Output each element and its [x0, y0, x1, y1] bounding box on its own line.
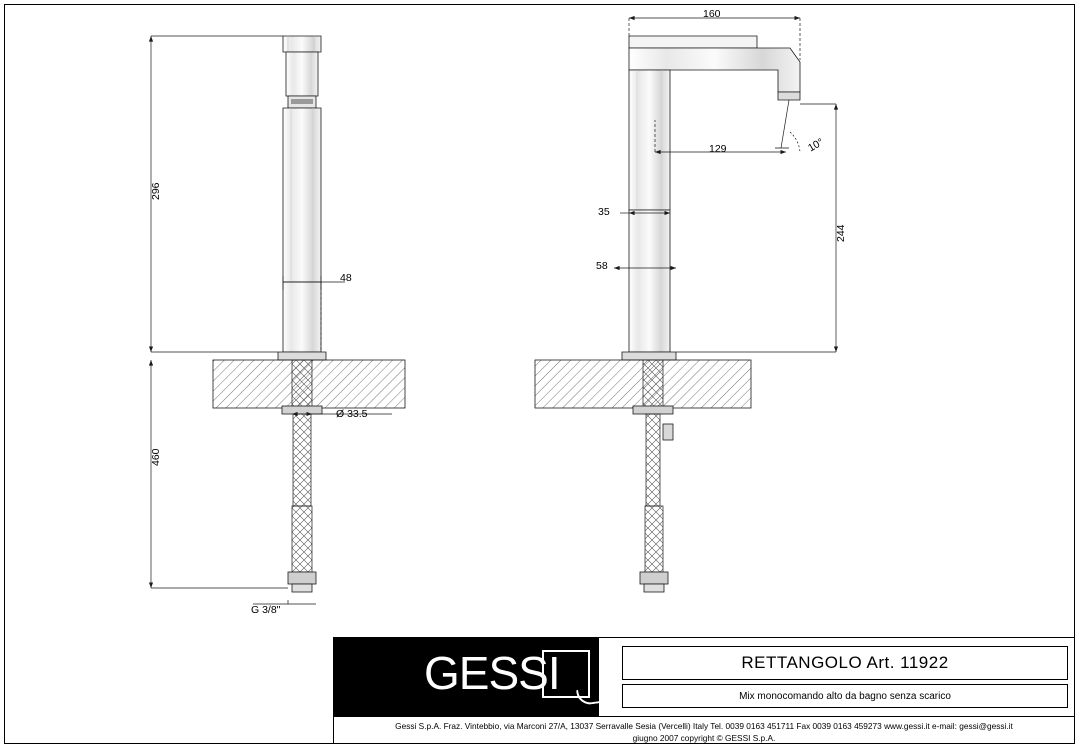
dimension-460: 460 [150, 448, 162, 466]
dimension-296: 296 [150, 182, 162, 200]
copyright-notice: giugno 2007 copyright © GESSI S.p.A. [632, 733, 776, 743]
product-title-box [622, 646, 1068, 680]
dimension-58: 58 [596, 260, 608, 272]
dimension-thread-g38: G 3/8" [251, 604, 281, 616]
dimension-angle-10: 10° [806, 136, 826, 155]
product-title: RETTANGOLO Art. 11922 [741, 653, 949, 672]
dimension-244: 244 [835, 224, 847, 242]
front-view-dimensions [151, 36, 392, 604]
title-block [333, 637, 1075, 744]
product-description: Mix monocomando alto da bagno senza scarico [739, 690, 951, 702]
product-description-box [622, 684, 1068, 708]
front-view-geometry [213, 36, 405, 592]
logo-wordmark: GESSI [424, 647, 560, 699]
dimension-160: 160 [703, 8, 721, 20]
title-footer [334, 716, 1074, 745]
dimension-35: 35 [598, 206, 610, 218]
brand-logo [334, 638, 599, 716]
dimension-129: 129 [709, 143, 727, 155]
dimension-48: 48 [340, 272, 352, 284]
dimension-diameter-33-5: Ø 33.5 [336, 408, 368, 420]
logo-q-tail-icon [576, 686, 599, 706]
company-address: Gessi S.p.A. Fraz. Vintebbio, via Marconi 27/A, 13037 Serravalle Sesia (Vercelli) Italy Tel. 0039 0163 451711 Fax 0039 0163 459273 www.gessi.it e-mail: gessi@gessi.it [395, 721, 1013, 731]
side-view-geometry [535, 36, 800, 592]
